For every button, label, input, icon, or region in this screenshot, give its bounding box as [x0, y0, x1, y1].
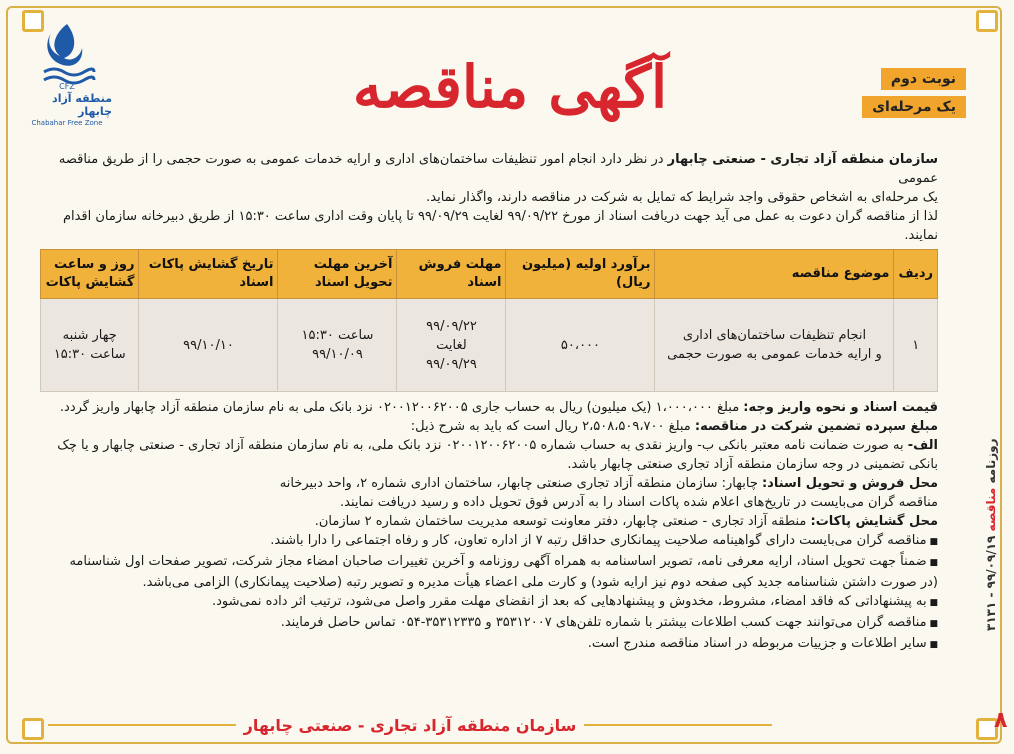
newspaper-sidebar	[984, 420, 1006, 650]
logo	[22, 20, 112, 130]
alef-label: الف-	[907, 438, 938, 453]
list-item: ■ مناقصه گران می‌بایست دارای گواهینامه صلاحیت پیمانکاری حداقل رتبه ۷ از اداره تعاون، کار و رفاه اجتماعی را دارا باشند.	[40, 531, 938, 552]
price-paragraph	[40, 398, 938, 417]
alef-paragraph	[40, 436, 938, 455]
page-number: ۸	[994, 708, 1008, 733]
cell-subject-2: و ارایه خدمات عمومی به صورت حجمی	[667, 347, 882, 362]
header-num: ردیف	[894, 250, 938, 299]
cell-deadline	[278, 299, 397, 392]
list-item: ■ مناقصه گران می‌توانند جهت کسب اطلاعات بیشتر با شماره تلفن‌های ۳۵۳۱۲۰۰۷ و ۳۵۳۱۲۳۳۵-۰۵۴ تماس حاصل فرمایند.	[40, 613, 938, 634]
footer	[40, 712, 780, 738]
wave-logo-icon	[36, 20, 98, 90]
header-estimate: برآورد اولیه (میلیون ریال)	[506, 250, 655, 299]
alef-paragraph-2: بانکی تضمینی در وجه سازمان منطقه آزاد تجاری صنعتی چابهار باشد.	[567, 457, 938, 472]
sale-text: چابهار: سازمان منطقه آزاد تجاری صنعتی چابهار، ساختمان اداری شماره ۲، واحد دبیرخانه	[279, 476, 762, 491]
round-badge: نوبت دوم	[881, 68, 966, 90]
cell-estimate: ۵۰،۰۰۰	[506, 299, 655, 392]
list-item: ■ سایر اطلاعات و جزییات مربوطه در اسناد مناقصه مندرج است.	[40, 634, 938, 655]
table-row	[41, 299, 938, 392]
deposit-label: مبلغ سپرده تضمین شرکت در مناقصه:	[694, 419, 938, 434]
header-deadline: آخرین مهلت تحویل اسناد	[278, 250, 397, 299]
cell-opening-day	[41, 299, 139, 392]
price-text: مبلغ ۱،۰۰۰،۰۰۰ (یک میلیون) ریال به حساب جاری ۰۲۰۰۱۲۰۰۶۲۰۰۵ نزد بانک ملی به نام سازمان منطقه آزاد چابهار واریز گردد.	[59, 400, 744, 415]
deposit-paragraph	[40, 417, 938, 436]
logo-mark-text: CFZ	[59, 82, 75, 90]
cell-subject	[655, 299, 894, 392]
cell-sale-2: لغایت	[436, 337, 467, 353]
intro-line-1	[40, 150, 938, 188]
announcement-body	[40, 150, 938, 655]
sidebar-issue: ۹۹/۰۹/۱۹ - ۳۱۳۱	[984, 535, 998, 632]
header-subject: موضوع مناقصه	[655, 250, 894, 299]
footer-rule	[48, 724, 236, 726]
header-opening-date: تاریخ گشایش پاکات اسناد	[139, 250, 278, 299]
header-sale: مهلت فروش اسناد	[397, 250, 506, 299]
cell-opening-day-2: ساعت ۱۵:۳۰	[53, 347, 126, 362]
open-label: محل گشایش پاکات:	[810, 514, 938, 529]
list-item-continuation: (در صورت داشتن شناسنامه جدید کپی صفحه دوم نیز ارایه شود) و کارت ملی اعضاء هیأت مدیره و تصویر رتبه (صلاحیت پیمانکاری) الزامی می‌باشد.	[142, 575, 938, 590]
sale-paragraph-2: مناقصه گران می‌بایست در تاریخ‌های اعلام شده پاکات اسناد را به آدرس فوق تحویل داده و رسید دریافت نمایند.	[340, 495, 938, 510]
intro-text-1: در نظر دارد انجام امور تنظیفات ساختمان‌های اداری و ارایه خدمات عمومی به صورت حجمی را از طریق مناقصه عمومی	[58, 152, 938, 186]
cell-deadline-2: ۹۹/۱۰/۰۹	[312, 347, 363, 362]
sale-paragraph	[40, 474, 938, 493]
logo-name-en: Chabahar Free Zone	[31, 119, 103, 127]
page-title: آگهی مناقصه	[352, 53, 668, 121]
cell-opening-day-1: چهار شنبه	[62, 328, 117, 343]
list-item: ■ ضمناً جهت تحویل اسناد، ارایه معرفی نامه، تصویر اساسنامه به همراه آگهی روزنامه و آخرین تغییرات صاحبان امضاء مجاز شرکت، تصویر صفحات اول شناسنامه	[40, 552, 938, 573]
cell-opening-date: ۹۹/۱۰/۱۰	[139, 299, 278, 392]
sidebar-brand: مناقصه	[984, 487, 998, 532]
header-opening-day: روز و ساعت گشایش پاکات	[41, 250, 139, 299]
sale-label: محل فروش و تحویل اسناد:	[761, 476, 938, 491]
cell-sale-1: ۹۹/۰۹/۲۲	[426, 318, 477, 334]
cell-num: ۱	[894, 299, 938, 392]
open-paragraph	[40, 512, 938, 531]
cell-deadline-1: ساعت ۱۵:۳۰	[301, 328, 374, 343]
open-text: منطقه آزاد تجاری - صنعتی چابهار، دفتر معاونت توسعه مدیریت ساختمان شماره ۲ سازمان.	[314, 514, 811, 529]
sidebar-paper: روزنامه	[984, 438, 998, 484]
intro-org: سازمان منطقه آزاد تجاری - صنعتی چابهار	[667, 152, 938, 167]
frame-corner	[976, 10, 998, 32]
logo-name-fa: منطقه آزاد چابهار	[52, 92, 112, 118]
price-label: قیمت اسناد و نحوه واریز وجه:	[743, 400, 938, 415]
stage-badge: یک مرحله‌ای	[862, 96, 966, 118]
cell-sale	[397, 299, 506, 392]
intro-line-3: لذا از مناقصه گران دعوت به عمل می آید جهت دریافت اسناد از مورخ ۹۹/۰۹/۲۲ لغایت ۹۹/۰۹/۲۹ تا پایان وقت اداری ساعت ۱۵:۳۰ از طریق دبیرخانه سازمان اقدام نمایند.	[62, 209, 938, 243]
footer-org: سازمان منطقه آزاد تجاری - صنعتی چابهار	[243, 715, 577, 735]
cell-sale-3: ۹۹/۰۹/۲۹	[426, 356, 477, 372]
footer-rule	[584, 724, 772, 726]
deposit-text: مبلغ ۲،۵۰۸،۵۰۹،۷۰۰ ریال است که باید به شرح ذیل:	[410, 419, 695, 434]
cell-subject-1: انجام تنظیفات ساختمان‌های اداری	[682, 328, 867, 343]
list-item: ■ به پیشنهاداتی که فاقد امضاء، مشروط، مخدوش و پیشنهادهایی که بعد از انقضای مهلت مقرر واصل می‌شود، ترتیب اثر داده نمی‌شود.	[40, 592, 938, 613]
intro-line-2: یک مرحله‌ای به اشخاص حقوقی واجد شرایط که تمایل به شرکت در مناقصه دارند، واگذار نماید.	[426, 190, 938, 205]
tender-table	[40, 249, 938, 392]
alef-text: به صورت ضمانت نامه معتبر بانکی ب- واریز نقدی به حساب شماره ۰۲۰۰۱۲۰۰۶۲۰۰۵ نزد بانک ملی، به نام سازمان منطقه آزاد تجاری - صنعتی چابهار و یا چک	[57, 438, 908, 453]
